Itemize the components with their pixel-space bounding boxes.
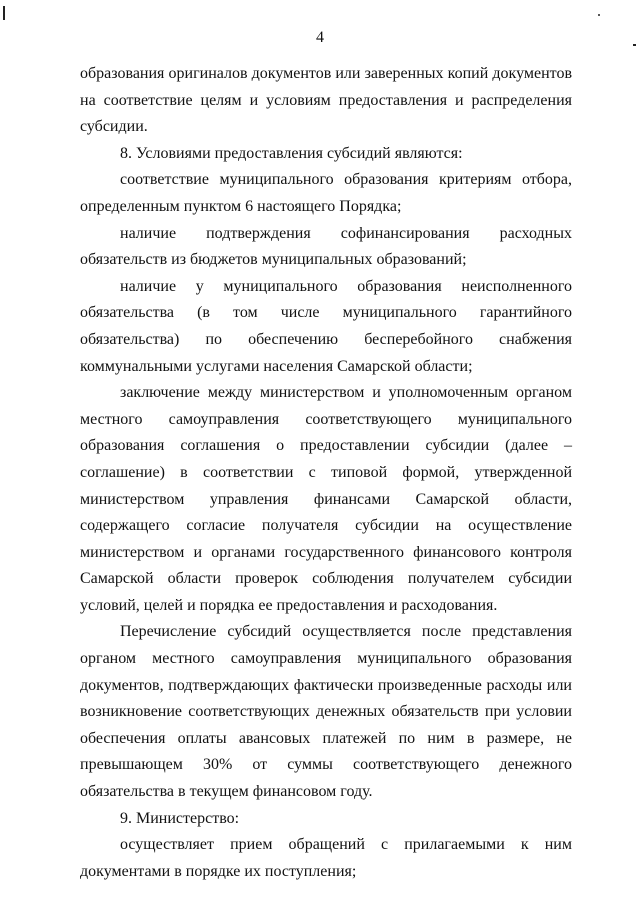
paragraph-item-9-heading: 9. Министерство: [120, 809, 240, 827]
paragraph-condition-agreement: заключение между министерством и уполномоченным органом местного самоуправления соответствующего муниципального образования соглашения о предоставлении субсидии (далее – соглашение) в соответствии с типовой формой, утвержденной министерством управления финансами Самарской области, содержащего согласие получателя субсидии на осуществление министерством и органами государственного финансового контроля Самарской области проверок соблюдения получателем субсидии условий, целей и порядка ее предоставления и расходования. [80, 384, 572, 614]
paragraph-condition-criteria: соответствие муниципального образования критериям отбора, определенным пунктом 6 настоящего Порядка; [80, 171, 572, 215]
scan-artifact-top-right [598, 14, 600, 16]
paragraph-condition-cofinancing: наличие подтверждения софинансирования расходных обязательств из бюджетов муниципальных образований; [80, 224, 572, 269]
page-number: 4 [316, 29, 324, 46]
document-body [80, 61, 572, 885]
paragraph-transfer-of-subsidies: Перечисление субсидий осуществляется после представления органом местного самоуправления муниципального образования документов, подтверждающих фактически произведенные расходы или возникновение соответствующих денежных обязательств при условии обеспечения оплаты авансовых платежей по ним в размере, не превышающем 30% от суммы соответствующего денежного обязательства в текущем финансовом году. [80, 623, 572, 801]
paragraph-condition-obligation: наличие у муниципального образования неисполненного обязательства (в том числе муниципального гарантийного обязательства) по обеспечению бесперебойного снабжения коммунальными услугами населения Самарской области; [80, 277, 572, 375]
paragraph-ministry-duty: осуществляет прием обращений с прилагаемыми к ним документами в порядке их поступления; [80, 836, 572, 880]
paragraph-item-8-heading: 8. Условиями предоставления субсидий являются: [120, 144, 463, 162]
scan-artifact-left [3, 6, 5, 20]
paragraph-continuation: образования оригиналов документов или заверенных копий документов на соответствие целям и условиям предоставления и распределения субсидии. [80, 65, 572, 136]
